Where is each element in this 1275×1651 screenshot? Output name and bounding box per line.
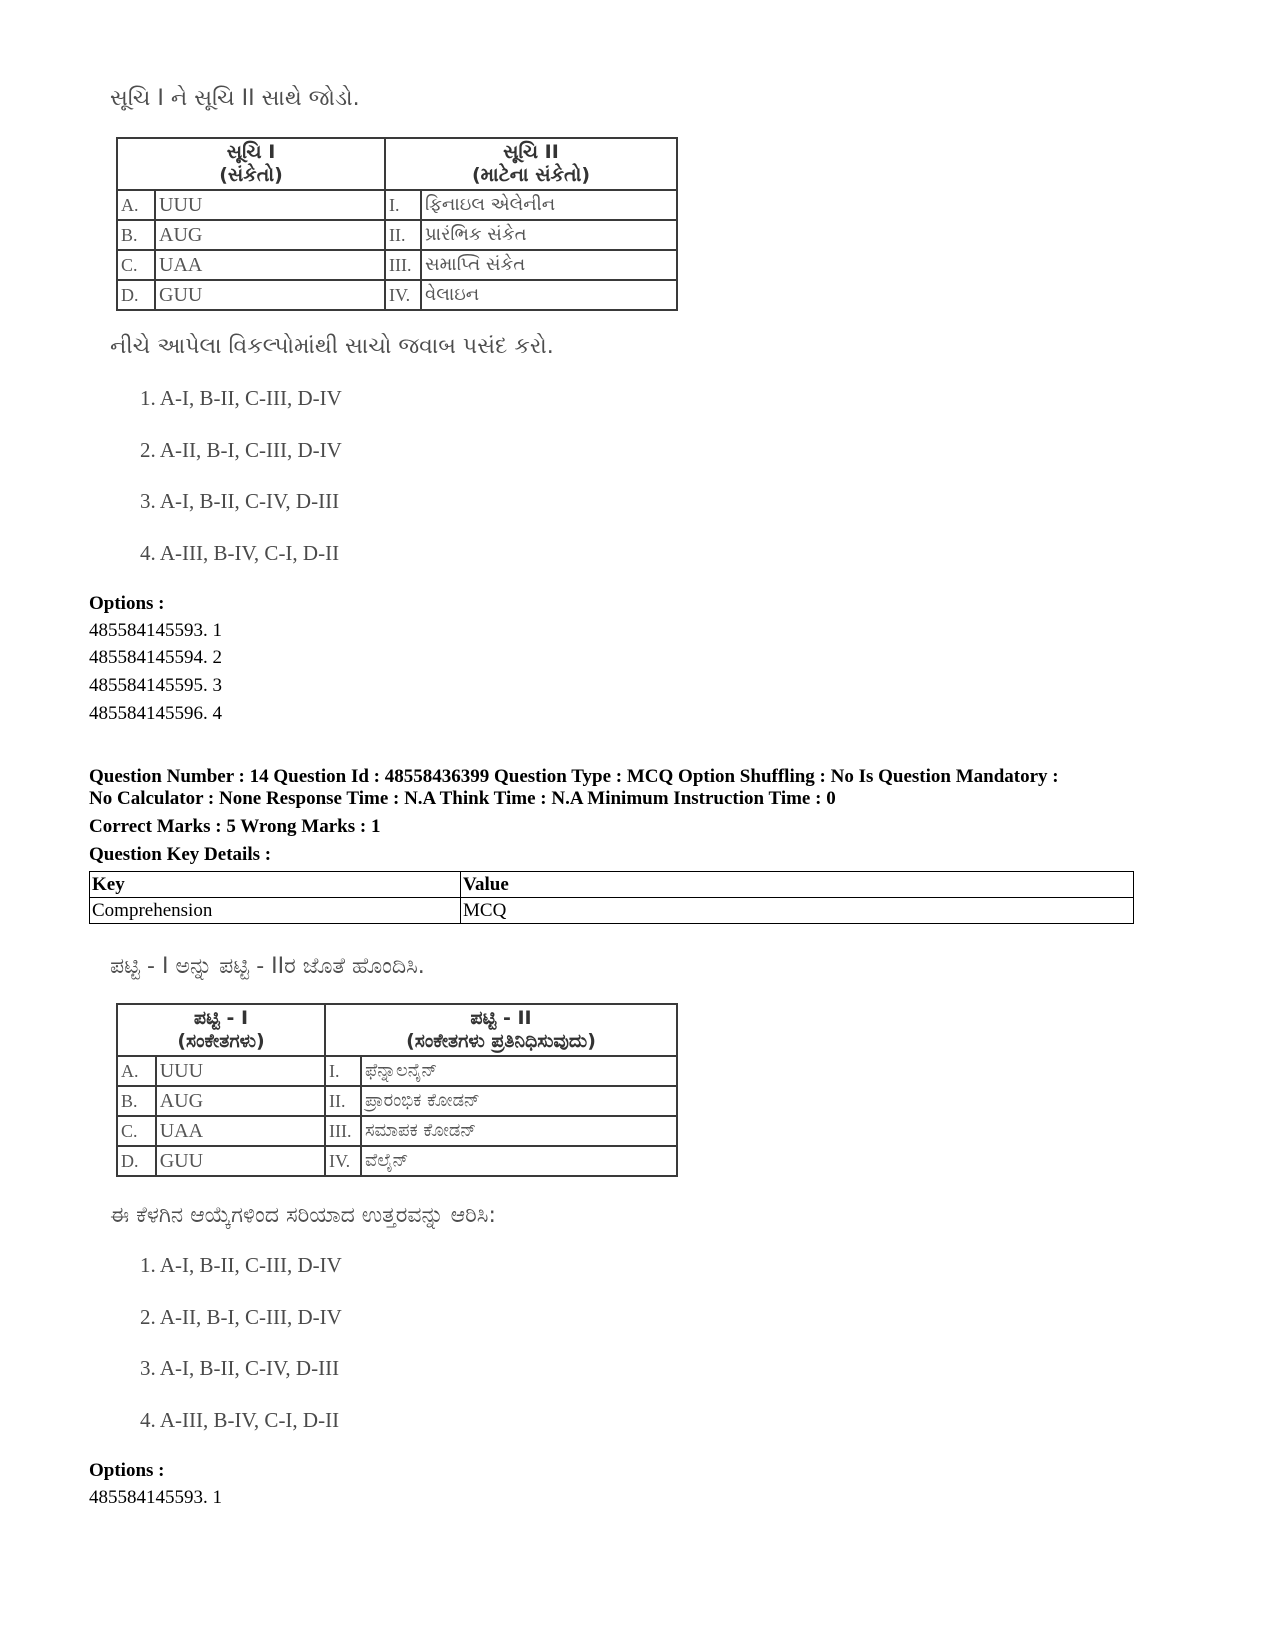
q14-choose-instruction: ಈ ಕೆಳಗಿನ ಆಯ್ಕೆಗಳಿಂದ ಸರಿಯಾದ ಉತ್ತರವನ್ನು ಆರಿಸಿ:	[110, 1203, 496, 1228]
option-item: 485584145593. 1	[89, 1487, 222, 1508]
option-item: 485584145593. 1	[89, 620, 222, 641]
q14-col2-header: ಪಟ್ಟಿ - II (ಸಂಕೇತಗಳು ಪ್ರತಿನಿಧಿಸುವುದು)	[325, 1004, 677, 1056]
options-label: Options :	[89, 1460, 165, 1481]
q13-choice-1: 1. A-I, B-II, C-III, D-IV	[140, 386, 342, 410]
table-row: C. UAA III. સમાપ્તિ સંકેત	[117, 250, 677, 280]
question-meta-line-1: Question Number : 14 Question Id : 48558436399 Question Type : MCQ Option Shuffling : No Is Question Mandatory :	[89, 766, 1059, 787]
option-item: 485584145596. 4	[89, 703, 222, 724]
q13-col1-header: સૂચિ I (સંકેતો)	[117, 138, 385, 190]
table-row: A. UUU I. ફિનાઇલ એલેનીન	[117, 190, 677, 220]
options-label: Options :	[89, 593, 165, 614]
q14-choice-3: 3. A-I, B-II, C-IV, D-III	[140, 1356, 340, 1380]
q13-match-table	[116, 137, 678, 311]
option-item: 485584145594. 2	[89, 647, 222, 668]
key-cell: Comprehension	[90, 898, 461, 924]
question-meta-line-2: No Calculator : None Response Time : N.A Think Time : N.A Minimum Instruction Time : 0	[89, 788, 836, 809]
table-row: C. UAA III. ಸಮಾಪಕ ಕೋಡನ್	[117, 1116, 677, 1146]
marks-line: Correct Marks : 5 Wrong Marks : 1	[89, 816, 381, 837]
key-details-label: Question Key Details :	[89, 844, 272, 865]
value-cell: MCQ	[461, 898, 1134, 924]
option-item: 485584145595. 3	[89, 675, 222, 696]
q13-choice-4: 4. A-III, B-IV, C-I, D-II	[140, 541, 340, 565]
q14-choice-1: 1. A-I, B-II, C-III, D-IV	[140, 1253, 342, 1277]
q13-choose-instruction: નીચે આપેલા વિકલ્પોમાંથી સાચો જવાબ પસંદ કરો.	[110, 334, 554, 359]
q13-choice-3: 3. A-I, B-II, C-IV, D-III	[140, 489, 340, 513]
value-header: Value	[461, 872, 1134, 898]
q14-choice-2: 2. A-II, B-I, C-III, D-IV	[140, 1305, 342, 1329]
q14-instruction: ಪಟ್ಟಿ - I ಅನ್ನು ಪಟ್ಟಿ - IIರ ಜೊತೆ ಹೊಂದಿಸಿ.	[110, 954, 425, 979]
q14-choice-4: 4. A-III, B-IV, C-I, D-II	[140, 1408, 340, 1432]
key-details-table	[89, 871, 1134, 924]
table-row: B. AUG II. ಪ್ರಾರಂಭಿಕ ಕೋಡನ್	[117, 1086, 677, 1116]
q13-choice-2: 2. A-II, B-I, C-III, D-IV	[140, 438, 342, 462]
q13-question-image	[110, 86, 750, 111]
table-row	[90, 898, 1134, 924]
q13-instruction: સૂચિ I ને સૂચિ II સાથે જોડો.	[110, 86, 360, 111]
table-row: D. GUU IV. ವೆಲೈನ್	[117, 1146, 677, 1176]
q13-col2-header: સૂચિ II (માટેના સંકેતો)	[385, 138, 677, 190]
table-row: D. GUU IV. વેલાઇન	[117, 280, 677, 310]
key-header: Key	[90, 872, 461, 898]
q14-col1-header: ಪಟ್ಟಿ - I (ಸಂಕೇತಗಳು)	[117, 1004, 325, 1056]
table-row: A. UUU I. ಫೆನ್ನಾಲನೈನ್	[117, 1056, 677, 1086]
q14-match-table	[116, 1003, 678, 1177]
table-row: B. AUG II. પ્રારંભિક સંકેત	[117, 220, 677, 250]
table-row	[90, 872, 1134, 898]
